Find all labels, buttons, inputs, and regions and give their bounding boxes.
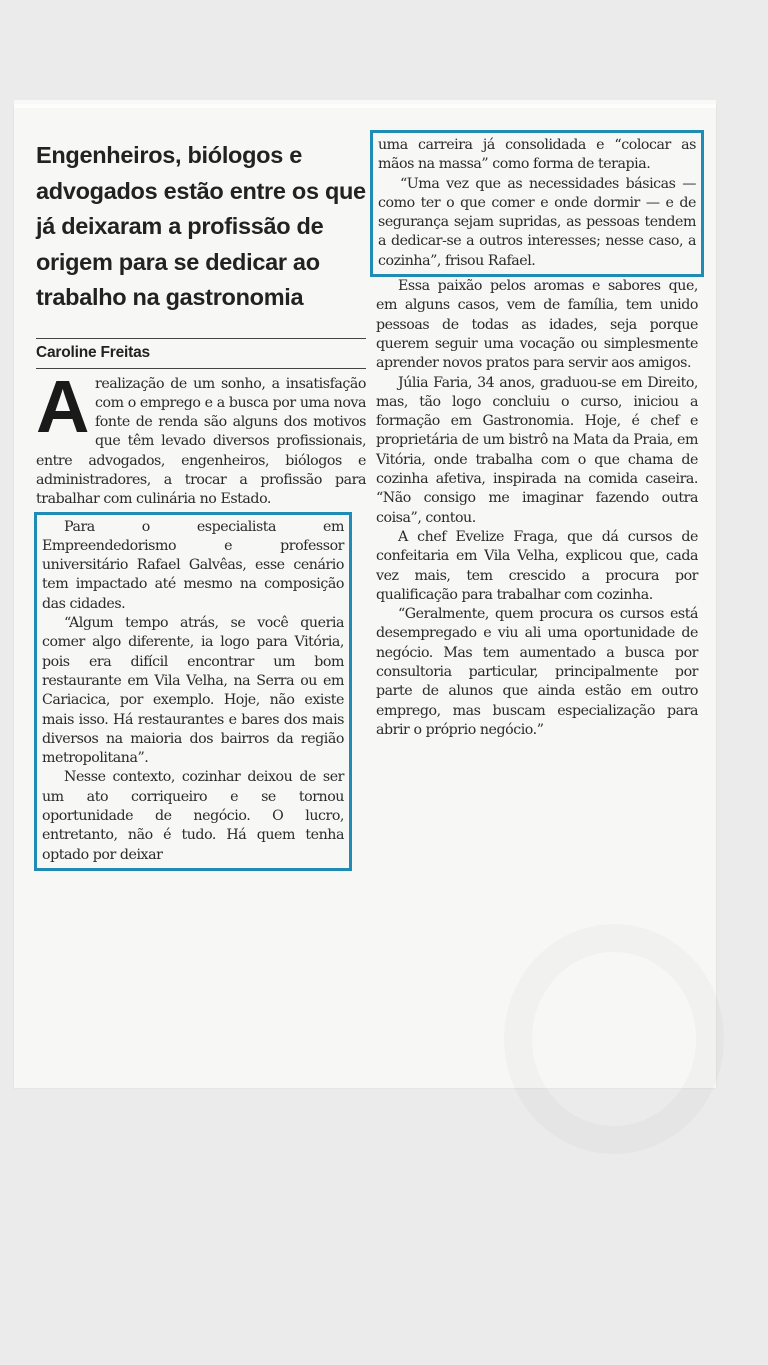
paragraph: Essa paixão pelos aromas e sabores que, em alguns casos, vem de família, tem unido pessoas de todas as idades, seja porque querem seguir uma vocação ou simplesmente aprender novos pratos para servir aos amigos. — [376, 278, 698, 372]
right-body-text — [370, 277, 704, 740]
paragraph: Para o especialista em Empreendedorismo e professor universitário Rafael Galvêas, esse cenário tem impactado até mesmo na composição das cidades. — [42, 518, 344, 612]
lead-paragraph — [36, 364, 366, 510]
paragraph: “Algum tempo atrás, se você queria comer algo diferente, ia logo para Vitória, pois era difícil encontrar um bom restaurante em Vila Velha, na Serra ou em Cariacica, por exemplo. Hoje, não existe mais isso. Há restaurantes e bares dos mais diversos na maioria dos bairros da região metropolitana”. — [42, 615, 344, 767]
paragraph: Júlia Faria, 34 anos, graduou-se em Direito, mas, tão logo concluiu o curso, iniciou a formação em Gastronomia. Hoje, é chef e proprietária de um bistrô na Mata da Praia, em Vitória, onde trabalha com o que chama de cozinha afetiva, inspirada na comida caseira. “Não consigo me imaginar fazendo outra coisa”, contou. — [376, 374, 698, 526]
paragraph: A chef Evelize Fraga, que dá cursos de confeitaria em Vila Velha, explicou que, cada vez mais, tem crescido a procura por qualificação para trabalhar com cozinha. — [376, 528, 698, 603]
watermark-circle — [504, 924, 724, 1154]
headline: Engenheiros, biólogos e advogados estão entre os que já deixaram a profissão de origem para se dedicar ao trabalho na gastronomia — [36, 142, 366, 310]
paragraph: “Geralmente, quem procura os cursos está desempregado e viu ali uma oportunidade de negócio. Mas tem aumentado a busca por consultoria particular, principalmente por parte de alunos que ainda estão em outro emprego, mas buscam especialização para abrir o próprio negócio.” — [376, 606, 698, 738]
highlight-box-left — [34, 512, 352, 871]
left-box-text — [42, 518, 344, 865]
left-column — [36, 138, 366, 871]
drop-cap: A — [36, 364, 89, 448]
right-column — [370, 130, 704, 740]
paragraph: uma carreira já consolidada e “colocar as mãos na massa” como forma de terapia. — [378, 137, 696, 173]
right-box-text — [378, 136, 696, 271]
paragraph: “Uma vez que as necessidades básicas — como ter o que comer e onde dormir — e de segurança sejam supridas, as pessoas tendem a dedicar-se a outros interesses; nesse caso, a cozinha”, frisou Rafael. — [378, 175, 696, 269]
highlight-box-right — [370, 130, 704, 277]
newspaper-clipping — [14, 104, 716, 1088]
byline: Caroline Freitas — [36, 343, 150, 361]
paragraph: Nesse contexto, cozinhar deixou de ser um ato corriqueiro e se tornou oportunidade de negócio. O lucro, entretanto, não é tudo. Há quem tenha optado por deixar — [42, 769, 344, 863]
lead-text: realização de um sonho, a insatisfação com o emprego e a busca por uma nova fonte de renda são alguns dos motivos que têm levado diversos profissionais, entre advogados, engenheiros, biólogos e administradores, a trocar a profissão para trabalhar com culinária no Estado. — [36, 375, 366, 508]
